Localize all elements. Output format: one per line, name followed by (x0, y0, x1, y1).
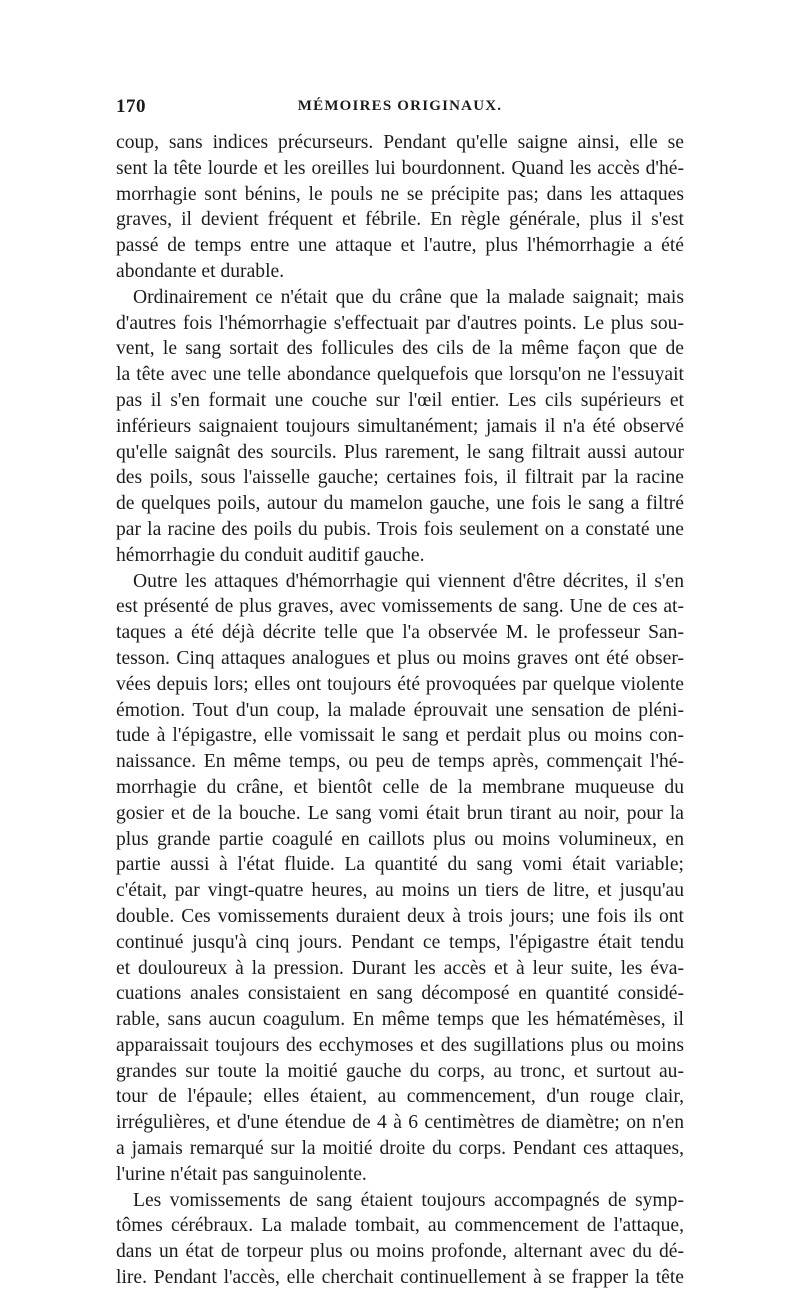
text-line: graves, il devient fréquent et fébrile. En règle générale, plus il s'est (116, 209, 684, 231)
text-line: tômes cérébraux. La malade tombait, au commencement de l'attaque, (116, 1215, 684, 1237)
text-line: morrhagie sont bénins, le pouls ne se précipite pas; dans les attaques (116, 183, 684, 205)
book-page (116, 96, 684, 1291)
text-line: émotion. Tout d'un coup, la malade éprouvait une sensation de pléni- (116, 699, 684, 721)
text-line: partie aussi à l'état fluide. La quantité du sang vomi était variable; (116, 854, 684, 876)
text-line: abondante et durable. (116, 260, 285, 282)
paragraph (116, 1188, 684, 1291)
page-header (116, 96, 684, 126)
paragraph (116, 569, 684, 1188)
text-line: dans un état de torpeur plus ou moins profonde, alternant avec du dé- (116, 1241, 684, 1263)
body-text (116, 130, 684, 1291)
text-line: la tête avec une telle abondance quelquefois que lorsqu'on ne l'essuyait (116, 364, 684, 386)
text-line: c'était, par vingt-quatre heures, au moins un tiers de litre, et jusqu'au (116, 880, 684, 902)
running-title: MÉMOIRES ORIGINAUX. (297, 98, 503, 114)
text-line: tour de l'épaule; elles étaient, au commencement, d'un rouge clair, (116, 1086, 684, 1108)
text-line: grandes sur toute la moitié gauche du corps, au tronc, et surtout au- (116, 1060, 684, 1082)
text-line: rable, sans aucun coagulum. En même temps que les hématémèses, il (116, 1009, 684, 1031)
text-line: apparaissait toujours des ecchymoses et des sugillations plus ou moins (116, 1034, 684, 1056)
paragraph (116, 130, 684, 285)
text-line: lire. Pendant l'accès, elle cherchait continuellement à se frapper la tête (116, 1267, 684, 1289)
paragraph (116, 285, 684, 569)
text-line: taques a été déjà décrite telle que l'a observée M. le professeur San- (116, 622, 684, 644)
page-number: 170 (116, 96, 146, 117)
text-line: par la racine des poils du pubis. Trois fois seulement on a constaté une (116, 518, 684, 540)
text-line: plus grande partie coagulé en caillots plus ou moins volumineux, en (116, 828, 684, 850)
text-line: pas il s'en formait une couche sur l'œil entier. Les cils supérieurs et (116, 389, 684, 411)
text-line: a jamais remarqué sur la moitié droite du corps. Pendant ces attaques, (116, 1138, 684, 1160)
text-line: tude à l'épigastre, elle vomissait le sang et perdait plus ou moins con- (116, 725, 684, 747)
text-line: tesson. Cinq attaques analogues et plus ou moins graves ont été obser- (116, 647, 684, 669)
text-line: naissance. En même temps, ou peu de temps après, commençait l'hé- (116, 751, 684, 773)
text-line: inférieurs saignaient toujours simultanément; jamais il n'a été observé (116, 415, 684, 437)
text-line: hémorrhagie du conduit auditif gauche. (116, 544, 425, 566)
text-line: Les vomissements de sang étaient toujours accompagnés de symp- (133, 1189, 684, 1211)
text-line: coup, sans indices précurseurs. Pendant qu'elle saigne ainsi, elle se (116, 132, 684, 153)
text-line: vent, le sang sortait des follicules des cils de la même façon que de (116, 338, 684, 360)
text-line: passé de temps entre une attaque et l'autre, plus l'hémorrhagie a été (116, 235, 684, 257)
text-line: sent la tête lourde et les oreilles lui bourdonnent. Quand les accès d'hé- (116, 157, 684, 179)
text-line: morrhagie du crâne, et bientôt celle de la membrane muqueuse du (116, 776, 684, 798)
text-line: Ordinairement ce n'était que du crâne que la malade saignait; mais (133, 286, 684, 308)
text-line: double. Ces vomissements duraient deux à trois jours; une fois ils ont (116, 905, 684, 927)
text-line: vées depuis lors; elles ont toujours été provoquées par quelque violente (116, 673, 684, 695)
text-line: Outre les attaques d'hémorrhagie qui viennent d'être décrites, il s'en (133, 570, 684, 592)
text-line: et douloureux à la pression. Durant les accès et à leur suite, les éva- (116, 957, 684, 979)
text-line: est présenté de plus graves, avec vomissements de sang. Une de ces at- (116, 596, 684, 618)
text-line: d'autres fois l'hémorrhagie s'effectuait par d'autres points. Le plus sou- (116, 312, 684, 334)
text-line: l'urine n'était pas sanguinolente. (116, 1163, 367, 1185)
text-line: cuations anales consistaient en sang décomposé en quantité considé- (116, 983, 684, 1005)
text-line: qu'elle saignât des sourcils. Plus rarement, le sang filtrait aussi autour (116, 441, 684, 463)
text-line: continué jusqu'à cinq jours. Pendant ce temps, l'épigastre était tendu (116, 931, 684, 953)
text-line: gosier et de la bouche. Le sang vomi était brun tirant au noir, pour la (116, 802, 684, 824)
text-line: irrégulières, et d'une étendue de 4 à 6 centimètres de diamètre; on n'en (116, 1112, 684, 1134)
text-line: des poils, sous l'aisselle gauche; certaines fois, il filtrait par la racine (116, 467, 684, 489)
text-line: de quelques poils, autour du mamelon gauche, une fois le sang a filtré (116, 493, 684, 515)
